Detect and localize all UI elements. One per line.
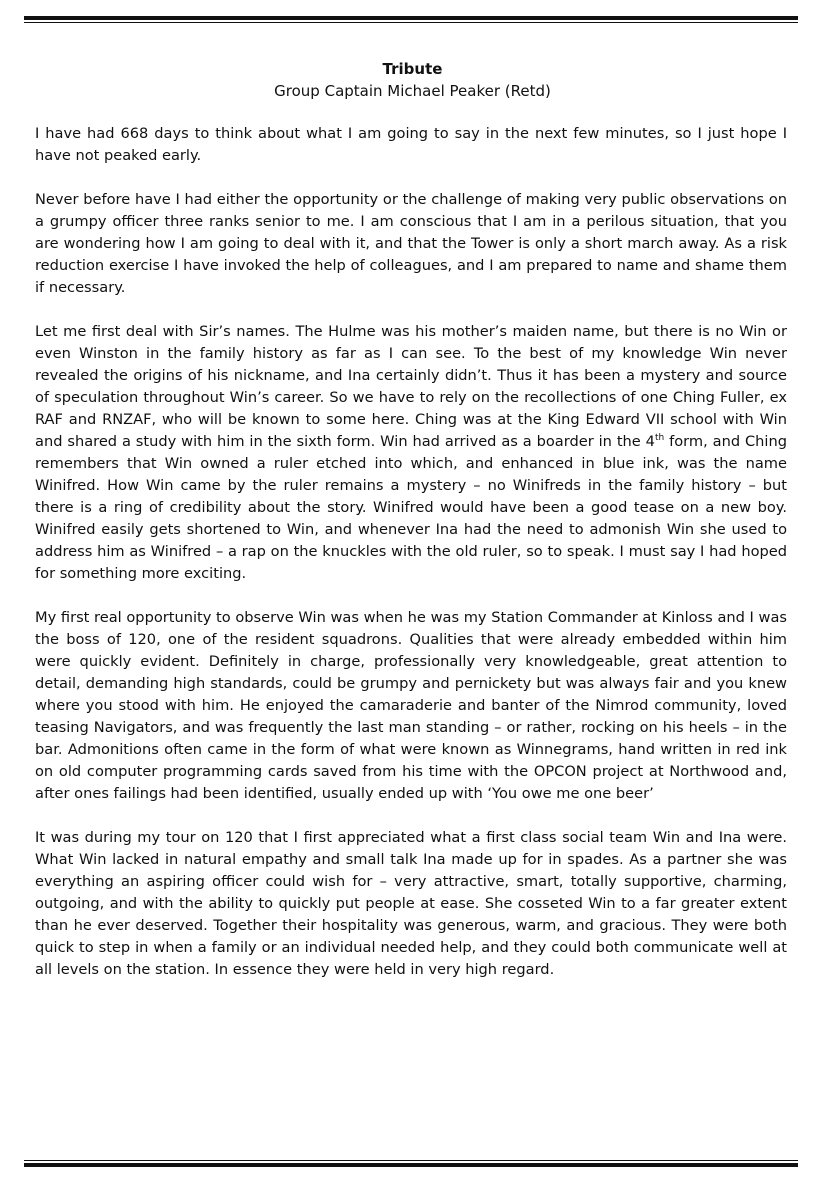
document-header — [0, 58, 825, 102]
document-title: Tribute — [382, 60, 443, 78]
paragraph-names — [35, 321, 787, 585]
bottom-rule-thick — [24, 1163, 798, 1167]
top-rule-thin — [24, 22, 798, 23]
paragraph-public-observations: Never before have I had either the opportunity or the challenge of making very public observations on a grumpy officer three ranks senior to me. I am conscious that I am in a perilous situation, that you are wondering how I am going to deal with it, and that the Tower is only a short march away. As a risk reduction exercise I have invoked the help of colleagues, and I am prepared to name and shame them if necessary. — [35, 191, 787, 296]
paragraph-names-text-a: Let me first deal with Sir’s names. The Hulme was his mother’s maiden name, but there is no Win or even Winston in the family history as far as I can see. To the best of my knowledge Win never revealed the origins of his nickname, and Ina certainly didn’t. Thus it has been a mystery and source of speculation throughout Win’s career. So we have to rely on the recollections of one Ching Fuller, ex RAF and RNZAF, who will be known to some here. Ching was at the King Edward VII school with Win and shared a study with him in the sixth form. Win had arrived as a boarder in the 4 — [35, 323, 787, 450]
top-rule-thick — [24, 16, 798, 20]
top-rule — [24, 16, 798, 23]
paragraph-names-text-b: form, and Ching remembers that Win owned a ruler etched into which, and enhanced in blue ink, was the name Winifred. How Win came by the ruler remains a mystery – no Winifreds in the family history – but there is a ring of credibility about the story. Winifred would have been a good tease on a new boy. Winifred easily gets shortened to Win, and whenever Ina had the need to admonish Win she used to address him as Winifred – a rap on the knuckles with the old ruler, so to speak. I must say I had hoped for something more exciting. — [35, 433, 787, 582]
document-body — [35, 123, 787, 1003]
bottom-rule — [24, 1160, 798, 1167]
superscript-ordinal: th — [654, 433, 665, 443]
paragraph-opening: I have had 668 days to think about what I am going to say in the next few minutes, so I just hope I have not peaked early. — [35, 125, 787, 164]
document-subtitle: Group Captain Michael Peaker (Retd) — [274, 82, 551, 100]
paragraph-kinloss: My first real opportunity to observe Win was when he was my Station Commander at Kinloss and I was the boss of 120, one of the resident squadrons. Qualities that were already embedded within him were quickly evident. Definitely in charge, professionally very knowledgeable, great attention to detail, demanding high standards, could be grumpy and pernickety but was always fair and you knew where you stood with him. He enjoyed the camaraderie and banter of the Nimrod community, loved teasing Navigators, and was frequently the last man standing – or rather, rocking on his heels – in the bar. Admonitions often came in the form of what were known as Winnegrams, hand written in red ink on old computer programming cards saved from his time with the OPCON project at Northwood and, after ones failings had been identified, usually ended up with ‘You owe me one beer’ — [35, 609, 787, 802]
bottom-rule-thin — [24, 1160, 798, 1161]
paragraph-social-team: It was during my tour on 120 that I first appreciated what a first class social team Win and Ina were. What Win lacked in natural empathy and small talk Ina made up for in spades. As a partner she was everything an aspiring officer could wish for – very attractive, smart, totally supportive, charming, outgoing, and with the ability to quickly put people at ease. She cosseted Win to a far greater extent than he ever deserved. Together their hospitality was generous, warm, and gracious. They were both quick to step in when a family or an individual needed help, and they could both communicate well at all levels on the station. In essence they were held in very high regard. — [35, 829, 787, 978]
